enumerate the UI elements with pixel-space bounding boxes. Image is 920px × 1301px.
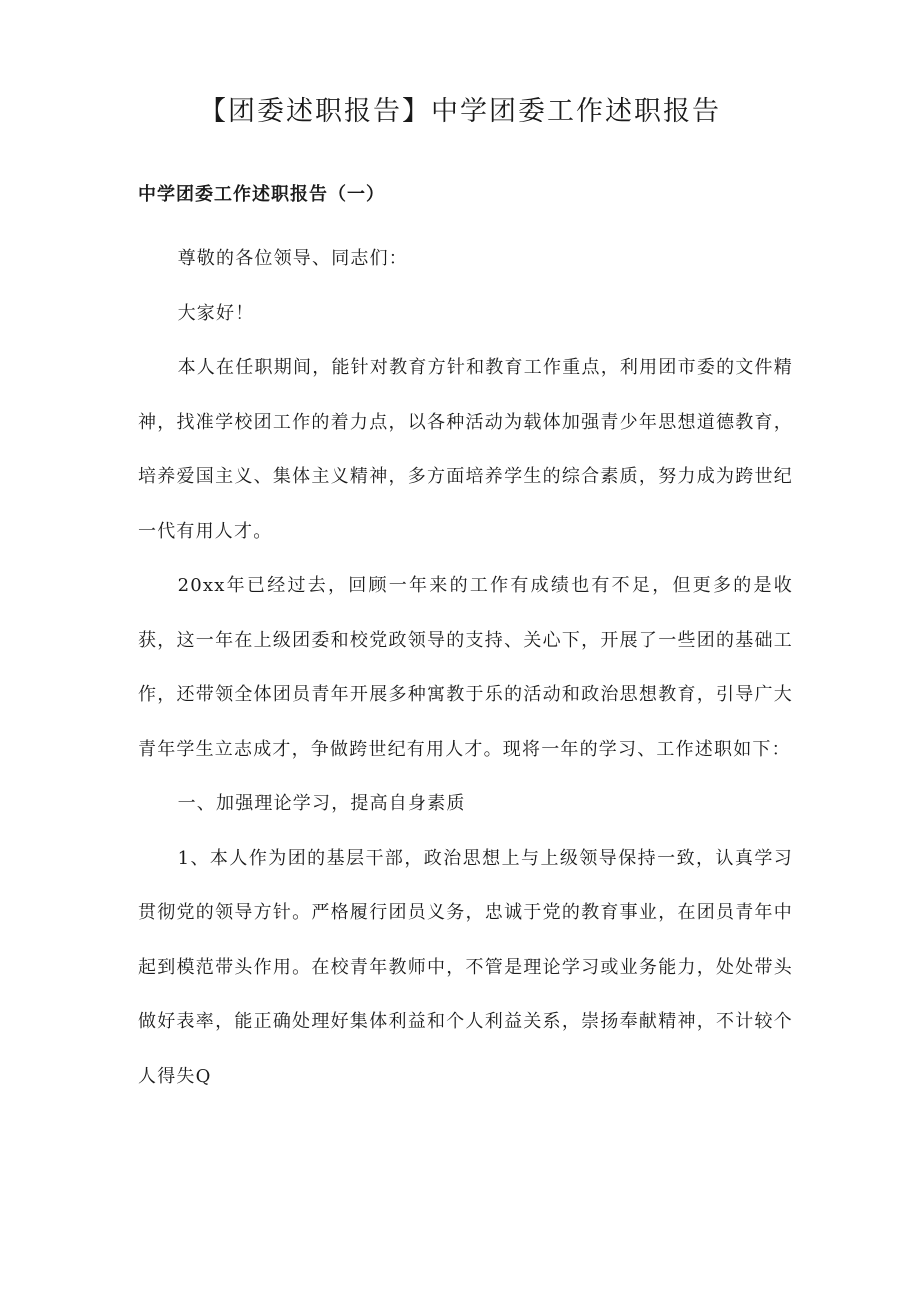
body-paragraph: 20xx年已经过去，回顾一年来的工作有成绩也有不足，但更多的是收获，这一年在上级团委和校党政领导的支持、关心下，开展了一些团的基础工作，还带领全体团员青年开展多种寓教于乐的活动和政治思想教育，引导广大青年学生立志成才，争做跨世纪有用人才。现将一年的学习、工作述职如下： (138, 575, 793, 760)
document-body (138, 232, 793, 1104)
document-title: 【团委述职报告】中学团委工作述职报告 (199, 96, 721, 127)
section-item-heading: 一、加强理论学习，提高自身素质 (177, 793, 466, 814)
body-paragraph: 本人在任职期间，能针对教育方针和教育工作重点，利用团市委的文件精神，找准学校团工作的着力点，以各种活动为载体加强青少年思想道德教育，培养爱国主义、集体主义精神，多方面培养学生的综合素质，努力成为跨世纪一代有用人才。 (138, 357, 793, 542)
salutation-paragraph: 尊敬的各位领导、同志们： (177, 248, 408, 269)
body-paragraph: 1、本人作为团的基层干部，政治思想上与上级领导保持一致，认真学习贯彻党的领导方针。严格履行团员义务，忠诚于党的教育事业，在团员青年中起到模范带头作用。在校青年教师中，不管是理论学习或业务能力，处处带头做好表率，能正确处理好集体利益和个人利益关系，崇扬奉献精神，不计较个人得失Q (138, 847, 793, 1087)
greeting-paragraph: 大家好！ (177, 302, 255, 324)
section-heading: 中学团委工作述职报告（一） (138, 184, 385, 205)
